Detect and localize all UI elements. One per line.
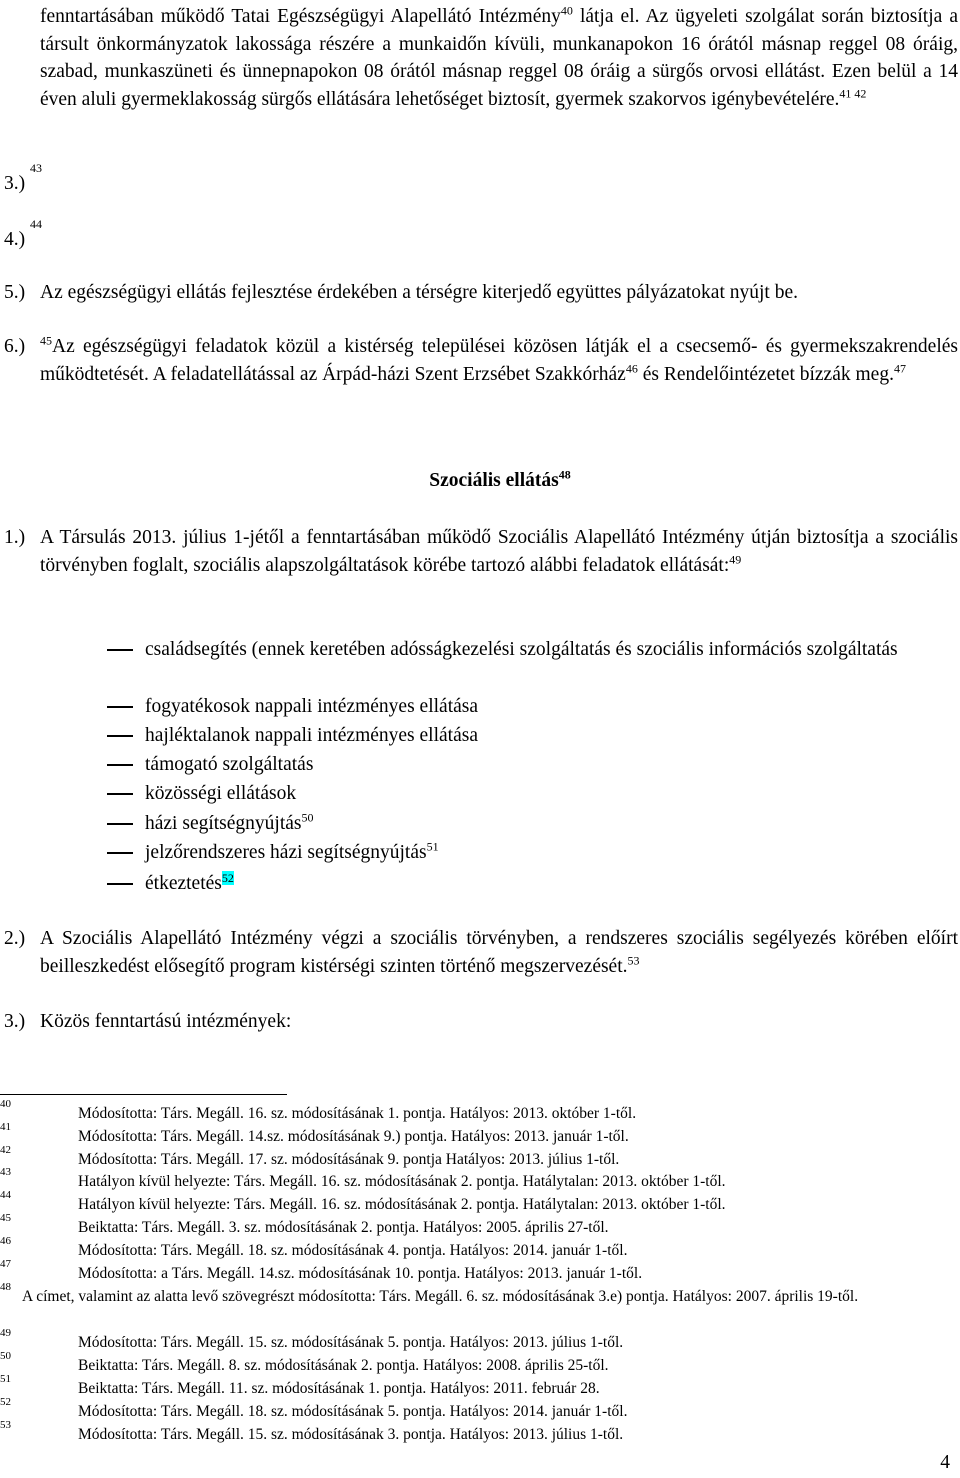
footnote-text: Hatályon kívül helyezte: Társ. Megáll. 16. sz. módosításának 2. pontja. Hatálytalan: 2013. október 1-től. — [78, 1173, 726, 1190]
list-item-text: támogató szolgáltatás — [145, 754, 314, 775]
footnote-text: Módosította: Társ. Megáll. 15. sz. módosításának 3. pontja. Hatályos: 2013. július 1-től. — [78, 1426, 624, 1443]
footnote-text: Beiktatta: Társ. Megáll. 8. sz. módosításának 2. pontja. Hatályos: 2008. április 25-től. — [78, 1357, 609, 1374]
list-item — [145, 870, 958, 898]
intro-paragraph — [40, 3, 958, 113]
list-item — [145, 636, 958, 664]
social-item-1-text — [40, 524, 958, 579]
social-item-1-body: A Társulás 2013. július 1-jétől a fenntartásában működő Szociális Alapellátó Intézmény útján biztosítja a szociális törvényben foglalt, szociális alapszolgáltatások körébe tartozó alábbi feladatok ellátását: — [40, 527, 958, 576]
footnote-number: 46 — [0, 1235, 11, 1247]
footnote-number: 45 — [0, 1212, 11, 1224]
dash-bullet — [107, 735, 133, 737]
social-item-3-text: Közös fenntartású intézmények: — [40, 1011, 292, 1032]
footnote-ref-41-42[interactable]: 41 42 — [839, 86, 867, 101]
footnote-number: 44 — [0, 1189, 11, 1201]
footnote-ref-40[interactable]: 40 — [560, 3, 573, 18]
list-item-text: fogyatékosok nappali intézményes ellátása — [145, 696, 479, 717]
social-item-3-number: 3.) — [4, 1011, 26, 1032]
footnote-number: 41 — [0, 1121, 11, 1133]
footnote-text: Módosította: Társ. Megáll. 16. sz. módosításának 1. pontja. Hatályos: 2013. október 1-től. — [78, 1105, 637, 1122]
footnote-number: 52 — [0, 1396, 11, 1408]
list-item-text: családsegítés (ennek keretében adósságkezelési szolgáltatás és szociális információs szolgáltatás — [145, 639, 898, 660]
social-item-2-text — [40, 925, 958, 980]
footnote-ref-43[interactable]: 43 — [30, 160, 42, 175]
footnote-number: 43 — [0, 1166, 11, 1178]
footnote-text: Hatályon kívül helyezte: Társ. Megáll. 16. sz. módosításának 2. pontja. Hatálytalan: 2013. október 1-től. — [78, 1196, 726, 1213]
footnote-ref-52[interactable]: 52 — [221, 870, 234, 885]
section-heading — [0, 467, 960, 492]
dash-bullet — [107, 649, 133, 651]
footnote-number: 47 — [0, 1258, 11, 1270]
social-item-1-number: 1.) — [4, 527, 26, 548]
footnote-text: Beiktatta: Társ. Megáll. 3. sz. módosításának 2. pontja. Hatályos: 2005. április 27-től. — [78, 1219, 609, 1236]
list-item-text: házi segítségnyújtás — [145, 813, 302, 834]
footnote-text: Módosította: Társ. Megáll. 15. sz. módosításának 5. pontja. Hatályos: 2013. július 1-től. — [78, 1334, 624, 1351]
footnote-ref-51[interactable]: 51 — [426, 839, 439, 854]
dash-bullet — [107, 852, 133, 854]
item-3-number: 3.) — [4, 173, 26, 194]
page-number: 4 — [940, 1452, 950, 1473]
item-5-number: 5.) — [4, 282, 26, 303]
footnote-ref-47[interactable]: 47 — [893, 361, 906, 376]
item-6-text — [40, 333, 958, 388]
dash-bullet — [107, 764, 133, 766]
footnote-ref-50[interactable]: 50 — [301, 810, 314, 825]
item-5-text: Az egészségügyi ellátás fejlesztése érdekében a térségre kiterjedő együttes pályázatokat nyújt be. — [40, 282, 798, 303]
footnote-ref-45[interactable]: 45 — [40, 333, 52, 348]
footnote-ref-44[interactable]: 44 — [30, 216, 42, 231]
list-item — [145, 693, 958, 721]
footnote-text: Módosította: a Társ. Megáll. 14.sz. módosításának 10. pontja. Hatályos: 2013. január 1-től. — [78, 1265, 643, 1282]
list-item — [145, 751, 958, 779]
item-6-number: 6.) — [4, 336, 26, 357]
footnote-text: Módosította: Társ. Megáll. 17. sz. módosításának 9. pontja Hatályos: 2013. július 1-től. — [78, 1151, 620, 1168]
dash-bullet — [107, 706, 133, 708]
list-item-text: hajléktalanok nappali intézményes ellátása — [145, 725, 478, 746]
footnote-number: 40 — [0, 1098, 11, 1110]
social-item-2-body: A Szociális Alapellátó Intézmény végzi a szociális törvényben, a rendszeres szociális segélyezés körében előírt beilleszkedést elősegítő program kistérségi szinten történő megszervezését. — [40, 928, 958, 977]
list-item — [145, 780, 958, 808]
social-item-2-number: 2.) — [4, 928, 26, 949]
footnote-number: 53 — [0, 1419, 11, 1431]
list-item — [145, 839, 958, 867]
list-item-text: jelzőrendszeres házi segítségnyújtás — [145, 842, 427, 863]
list-item-text: közösségi ellátások — [145, 783, 297, 804]
footnote-text: Módosította: Társ. Megáll. 18. sz. módosításának 5. pontja. Hatályos: 2014. január 1-től. — [78, 1403, 628, 1420]
item-4-number: 4.) — [4, 229, 26, 250]
item-6-text-a: Az egészségügyi feladatok közül a kistérség települései közösen látják el a csecsemő- és gyermekszakrendelés működtetését. A feladatellátással az Árpád-házi Szent Erzsébet Szakkórház — [40, 336, 958, 385]
footnote-ref-53[interactable]: 53 — [627, 953, 640, 968]
footnote-number: 49 — [0, 1327, 11, 1339]
list-item-text: étkeztetés — [145, 873, 222, 894]
section-heading-text: Szociális ellátás — [429, 470, 559, 491]
intro-text-a: fenntartásában működő Tatai Egészségügyi Alapellátó Intézmény — [40, 6, 561, 27]
footnote-number: 42 — [0, 1144, 11, 1156]
item-6-text-b: és Rendelőintézetet bízzák meg. — [637, 363, 894, 385]
dash-bullet — [107, 883, 133, 885]
footnote-separator — [0, 1094, 287, 1095]
footnote-ref-46[interactable]: 46 — [625, 361, 638, 376]
list-item — [145, 810, 958, 838]
item-3 — [4, 160, 42, 198]
footnote-text: Módosította: Társ. Megáll. 14.sz. módosításának 9.) pontja. Hatályos: 2013. január 1-től. — [78, 1128, 629, 1145]
footnote-text: Beiktatta: Társ. Megáll. 11. sz. módosításának 1. pontja. Hatályos: 2011. február 28. — [78, 1380, 600, 1397]
footnote-text: A címet, valamint az alatta levő szövegrészt módosította: Társ. Megáll. 6. sz. módosításának 3.e) pontja. Hatályos: 2007. április 19-től. — [22, 1288, 859, 1305]
dash-bullet — [107, 823, 133, 825]
item-4 — [4, 216, 42, 254]
dash-bullet — [107, 793, 133, 795]
footnote-ref-48[interactable]: 48 — [558, 467, 571, 482]
intro-text-b: látja el. Az ügyeleti szolgálat során biztosítja a társult önkormányzatok lakossága részére a munkaidőn kívüli, munkanapokon 16 órától másnap reggel 08 óráig, szabad, munkaszüneti és ünnepnapokon 08 órától másnap reggel 08 óráig a sürgős orvosi ellátást. Ezen belül a 14 éven aluli gyermeklakosság sürgős ellátására lehetőséget biztosít, gyermek szakorvos igénybevételére. — [40, 6, 958, 110]
footnote-number: 50 — [0, 1350, 11, 1362]
list-item — [145, 722, 958, 750]
footnote-ref-49[interactable]: 49 — [729, 552, 742, 567]
footnote-number: 51 — [0, 1373, 11, 1385]
footnote-number: 48 — [0, 1281, 11, 1293]
footnote-text: Módosította: Társ. Megáll. 18. sz. módosításának 4. pontja. Hatályos: 2014. január 1-től. — [78, 1242, 628, 1259]
